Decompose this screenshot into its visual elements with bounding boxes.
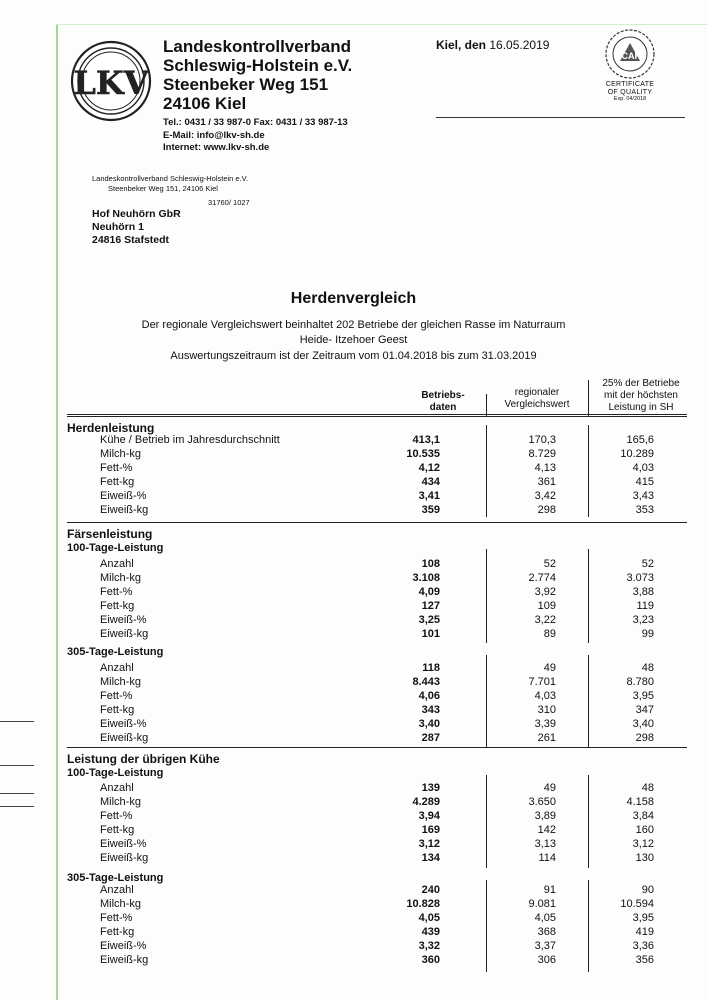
table-row <box>0 796 707 809</box>
row-label: Eiweiß-% <box>100 940 147 952</box>
table-row <box>0 838 707 851</box>
table-row <box>0 558 707 571</box>
row-label: Eiweiß-% <box>100 490 147 502</box>
value-top25: 4,03 <box>632 462 654 474</box>
value-regional: 261 <box>537 732 556 744</box>
value-regional: 3,92 <box>534 586 556 598</box>
value-betrieb: 139 <box>421 782 440 794</box>
value-top25: 160 <box>635 824 654 836</box>
row-label: Eiweiß-kg <box>100 504 149 516</box>
report-subtitle-2: Heide- Itzehoer Geest <box>299 334 408 346</box>
value-betrieb: 3,25 <box>418 614 440 626</box>
row-label: Milch-kg <box>100 448 141 460</box>
reference-number: 31760/ 1027 <box>208 198 250 207</box>
value-betrieb: 101 <box>421 628 440 640</box>
value-top25: 48 <box>641 782 654 794</box>
table-row <box>0 690 707 703</box>
icar-exp: Exp. 04/2018 <box>613 96 647 102</box>
value-top25: 3,40 <box>632 718 654 730</box>
value-betrieb: 4,06 <box>418 690 440 702</box>
org-city: 24106 Kiel <box>163 94 247 113</box>
value-betrieb: 434 <box>421 476 440 488</box>
table-row <box>0 898 707 911</box>
row-label: Fett-% <box>100 912 133 924</box>
header-rule <box>436 117 685 118</box>
value-regional: 368 <box>537 926 556 938</box>
value-regional: 298 <box>537 504 556 516</box>
recipient-address <box>92 208 181 247</box>
value-betrieb: 8.443 <box>412 676 440 688</box>
table-row <box>0 782 707 795</box>
org-street: Steenbeker Weg 151 <box>163 75 329 94</box>
row-label: Milch-kg <box>100 572 141 584</box>
sender-line-2: Steenbeker Weg 151, 24106 Kiel <box>108 184 218 193</box>
org-email: E-Mail: info@lkv-sh.de <box>163 129 265 141</box>
table-row <box>0 810 707 823</box>
row-label: Milch-kg <box>100 898 141 910</box>
value-regional: 49 <box>543 662 556 674</box>
value-betrieb: 3,40 <box>418 718 440 730</box>
row-label: Fett-kg <box>100 476 135 488</box>
value-top25: 3.073 <box>626 572 654 584</box>
row-label: Anzahl <box>100 782 134 794</box>
value-top25: 3,23 <box>632 614 654 626</box>
table-row <box>0 676 707 689</box>
table-row <box>0 704 707 717</box>
row-label: Eiweiß-kg <box>100 732 149 744</box>
value-top25: 4.158 <box>626 796 654 808</box>
value-regional: 9.081 <box>528 898 556 910</box>
value-top25: 353 <box>635 504 654 516</box>
value-top25: 3,84 <box>632 810 654 822</box>
table-row <box>0 718 707 731</box>
logo-text: LKV <box>73 64 149 102</box>
icar-seal-icon <box>604 28 656 80</box>
value-top25: 298 <box>635 732 654 744</box>
recipient-city: 24816 Stafstedt <box>92 234 170 246</box>
org-internet: Internet: www.lkv-sh.de <box>163 142 270 153</box>
table-row <box>0 572 707 585</box>
value-betrieb: 3.108 <box>412 572 440 584</box>
recipient-name: Hof Neuhörn GbR <box>92 208 181 220</box>
col-betrieb-line2: daten <box>429 402 457 413</box>
table-row <box>0 926 707 939</box>
row-label: Fett-% <box>100 690 133 702</box>
value-regional: 3,39 <box>534 718 556 730</box>
value-regional: 2.774 <box>528 572 556 584</box>
letterhead <box>163 37 352 155</box>
col-divider <box>588 380 589 416</box>
column-header-top25 <box>590 378 692 414</box>
value-betrieb: 127 <box>421 600 440 612</box>
value-regional: 89 <box>543 628 556 640</box>
value-regional: 142 <box>537 824 556 836</box>
row-label: Anzahl <box>100 662 134 674</box>
icar-cert: CERTIFICATE <box>605 81 655 88</box>
value-top25: 3,12 <box>632 838 654 850</box>
table-row <box>0 504 707 517</box>
table-row <box>0 462 707 475</box>
table-rule <box>67 747 687 748</box>
value-regional: 8.729 <box>528 448 556 460</box>
icar-logo-text: ICAR <box>619 51 641 61</box>
table-row <box>0 476 707 489</box>
table-row <box>0 600 707 613</box>
section-uebrige-kuehe: Leistung der übrigen Kühe <box>67 752 220 766</box>
row-label: Fett-kg <box>100 600 135 612</box>
table-rule <box>67 416 687 417</box>
row-label: Milch-kg <box>100 676 141 688</box>
value-betrieb: 134 <box>421 852 440 864</box>
value-top25: 130 <box>635 852 654 864</box>
value-regional: 3.650 <box>528 796 556 808</box>
value-betrieb: 4.289 <box>412 796 440 808</box>
value-regional: 49 <box>543 782 556 794</box>
row-label: Fett-% <box>100 810 133 822</box>
org-name-2: Schleswig-Holstein e.V. <box>163 56 353 75</box>
letter-date: 16.05.2019 <box>489 38 550 52</box>
table-row <box>0 490 707 503</box>
table-row <box>0 824 707 837</box>
value-regional: 4,05 <box>534 912 556 924</box>
subsection-faersen-100: 100-Tage-Leistung <box>67 542 164 554</box>
report-subtitle-1: Der regionale Vergleichswert beinhaltet 202 Betriebe der gleichen Rasse im Naturraum <box>141 319 566 331</box>
value-betrieb: 4,05 <box>418 912 440 924</box>
sender-line-1: Landeskontrollverband Schleswig-Holstein e.V. <box>92 174 249 183</box>
value-regional: 91 <box>543 884 556 896</box>
table-row <box>0 628 707 641</box>
table-row <box>0 732 707 745</box>
report-subtitle <box>0 318 707 348</box>
value-top25: 165,6 <box>626 434 654 446</box>
value-regional: 52 <box>543 558 556 570</box>
value-top25: 3,95 <box>632 690 654 702</box>
org-phone-fax: Tel.: 0431 / 33 987-0 Fax: 0431 / 33 987-13 <box>163 117 348 128</box>
page-edge-top <box>56 24 707 25</box>
value-betrieb: 10.535 <box>406 448 440 460</box>
value-betrieb: 3,41 <box>418 490 440 502</box>
value-betrieb: 118 <box>422 662 440 674</box>
row-label: Eiweiß-kg <box>100 628 149 640</box>
value-betrieb: 3,32 <box>418 940 440 952</box>
value-betrieb: 4,12 <box>418 462 440 474</box>
value-regional: 3,37 <box>534 940 556 952</box>
row-label: Fett-% <box>100 462 133 474</box>
lkv-logo-icon <box>70 40 152 122</box>
value-top25: 10.289 <box>620 448 654 460</box>
table-row <box>0 954 707 967</box>
row-label: Fett-kg <box>100 704 135 716</box>
col-betrieb-line1: Betriebs- <box>421 390 465 401</box>
column-header-betrieb <box>402 390 484 414</box>
row-label: Anzahl <box>100 884 134 896</box>
row-label: Fett-kg <box>100 824 135 836</box>
value-regional: 114 <box>538 852 556 864</box>
value-top25: 8.780 <box>626 676 654 688</box>
subsection-uebrige-305: 305-Tage-Leistung <box>67 872 164 884</box>
value-betrieb: 359 <box>421 504 440 516</box>
table-rule <box>67 414 687 415</box>
table-row <box>0 884 707 897</box>
table-rule <box>67 522 687 523</box>
value-betrieb: 169 <box>421 824 440 836</box>
col-regional-line1: regionaler <box>514 387 560 398</box>
value-betrieb: 413,1 <box>412 434 440 446</box>
row-label: Eiweiß-% <box>100 718 147 730</box>
value-top25: 3,95 <box>632 912 654 924</box>
table-row <box>0 586 707 599</box>
value-top25: 3,43 <box>632 490 654 502</box>
table-row <box>0 940 707 953</box>
table-row <box>0 912 707 925</box>
value-betrieb: 3,94 <box>418 810 440 822</box>
place-label: Kiel, den <box>436 38 487 52</box>
value-betrieb: 10.828 <box>406 898 440 910</box>
value-top25: 347 <box>635 704 654 716</box>
date-line <box>436 38 549 52</box>
value-top25: 119 <box>636 600 654 612</box>
subsection-faersen-305: 305-Tage-Leistung <box>67 646 164 658</box>
value-regional: 3,13 <box>534 838 556 850</box>
col-divider <box>486 394 487 416</box>
row-label: Kühe / Betrieb im Jahresdurchschnitt <box>100 434 280 446</box>
table-row <box>0 434 707 447</box>
row-label: Milch-kg <box>100 796 141 808</box>
value-regional: 3,22 <box>534 614 556 626</box>
row-label: Fett-% <box>100 586 133 598</box>
row-label: Eiweiß-% <box>100 614 147 626</box>
row-label: Eiweiß-kg <box>100 954 149 966</box>
value-top25: 52 <box>641 558 654 570</box>
value-betrieb: 343 <box>421 704 440 716</box>
value-top25: 99 <box>641 628 654 640</box>
org-name-1: Landeskontrollverband <box>163 37 351 56</box>
value-top25: 90 <box>641 884 654 896</box>
table-row <box>0 852 707 865</box>
row-label: Eiweiß-% <box>100 838 147 850</box>
col-top-line3: Leistung in SH <box>608 402 674 413</box>
value-regional: 3,89 <box>534 810 556 822</box>
value-regional: 306 <box>537 954 556 966</box>
value-betrieb: 4,09 <box>418 586 440 598</box>
column-header-regional <box>488 387 586 411</box>
section-faersenleistung: Färsenleistung <box>67 527 153 541</box>
value-regional: 4,13 <box>534 462 556 474</box>
recipient-street: Neuhörn 1 <box>92 221 144 233</box>
col-top-line2: mit der höchsten <box>604 390 678 401</box>
value-betrieb: 360 <box>421 954 440 966</box>
value-regional: 170,3 <box>528 434 556 446</box>
value-top25: 415 <box>635 476 654 488</box>
icar-quality: OF QUALITY <box>607 89 653 96</box>
table-row <box>0 448 707 461</box>
value-top25: 356 <box>635 954 654 966</box>
value-betrieb: 108 <box>421 558 440 570</box>
row-label: Anzahl <box>100 558 134 570</box>
value-top25: 10.594 <box>620 898 654 910</box>
col-top-line1: 25% der Betriebe <box>602 378 680 389</box>
value-betrieb: 439 <box>421 926 440 938</box>
value-regional: 109 <box>537 600 556 612</box>
value-regional: 3,42 <box>534 490 556 502</box>
sender-line <box>92 174 248 194</box>
value-top25: 3,88 <box>632 586 654 598</box>
value-top25: 3,36 <box>632 940 654 952</box>
value-betrieb: 240 <box>421 884 440 896</box>
value-regional: 310 <box>537 704 556 716</box>
value-regional: 361 <box>537 476 556 488</box>
value-top25: 48 <box>641 662 654 674</box>
value-regional: 7.701 <box>528 676 556 688</box>
row-label: Eiweiß-kg <box>100 852 149 864</box>
subsection-uebrige-100: 100-Tage-Leistung <box>67 767 164 779</box>
report-title: Herdenvergleich <box>290 290 417 307</box>
section-herdenleistung: Herdenleistung <box>67 421 155 435</box>
value-regional: 4,03 <box>534 690 556 702</box>
table-row <box>0 662 707 675</box>
table-row <box>0 614 707 627</box>
icar-certificate <box>590 28 670 118</box>
value-betrieb: 3,12 <box>418 838 440 850</box>
col-regional-line2: Vergleichswert <box>504 399 570 410</box>
report-period: Auswertungszeitraum ist der Zeitraum vom 01.04.2018 bis zum 31.03.2019 <box>170 350 537 362</box>
value-betrieb: 287 <box>421 732 440 744</box>
row-label: Fett-kg <box>100 926 135 938</box>
value-top25: 419 <box>635 926 654 938</box>
